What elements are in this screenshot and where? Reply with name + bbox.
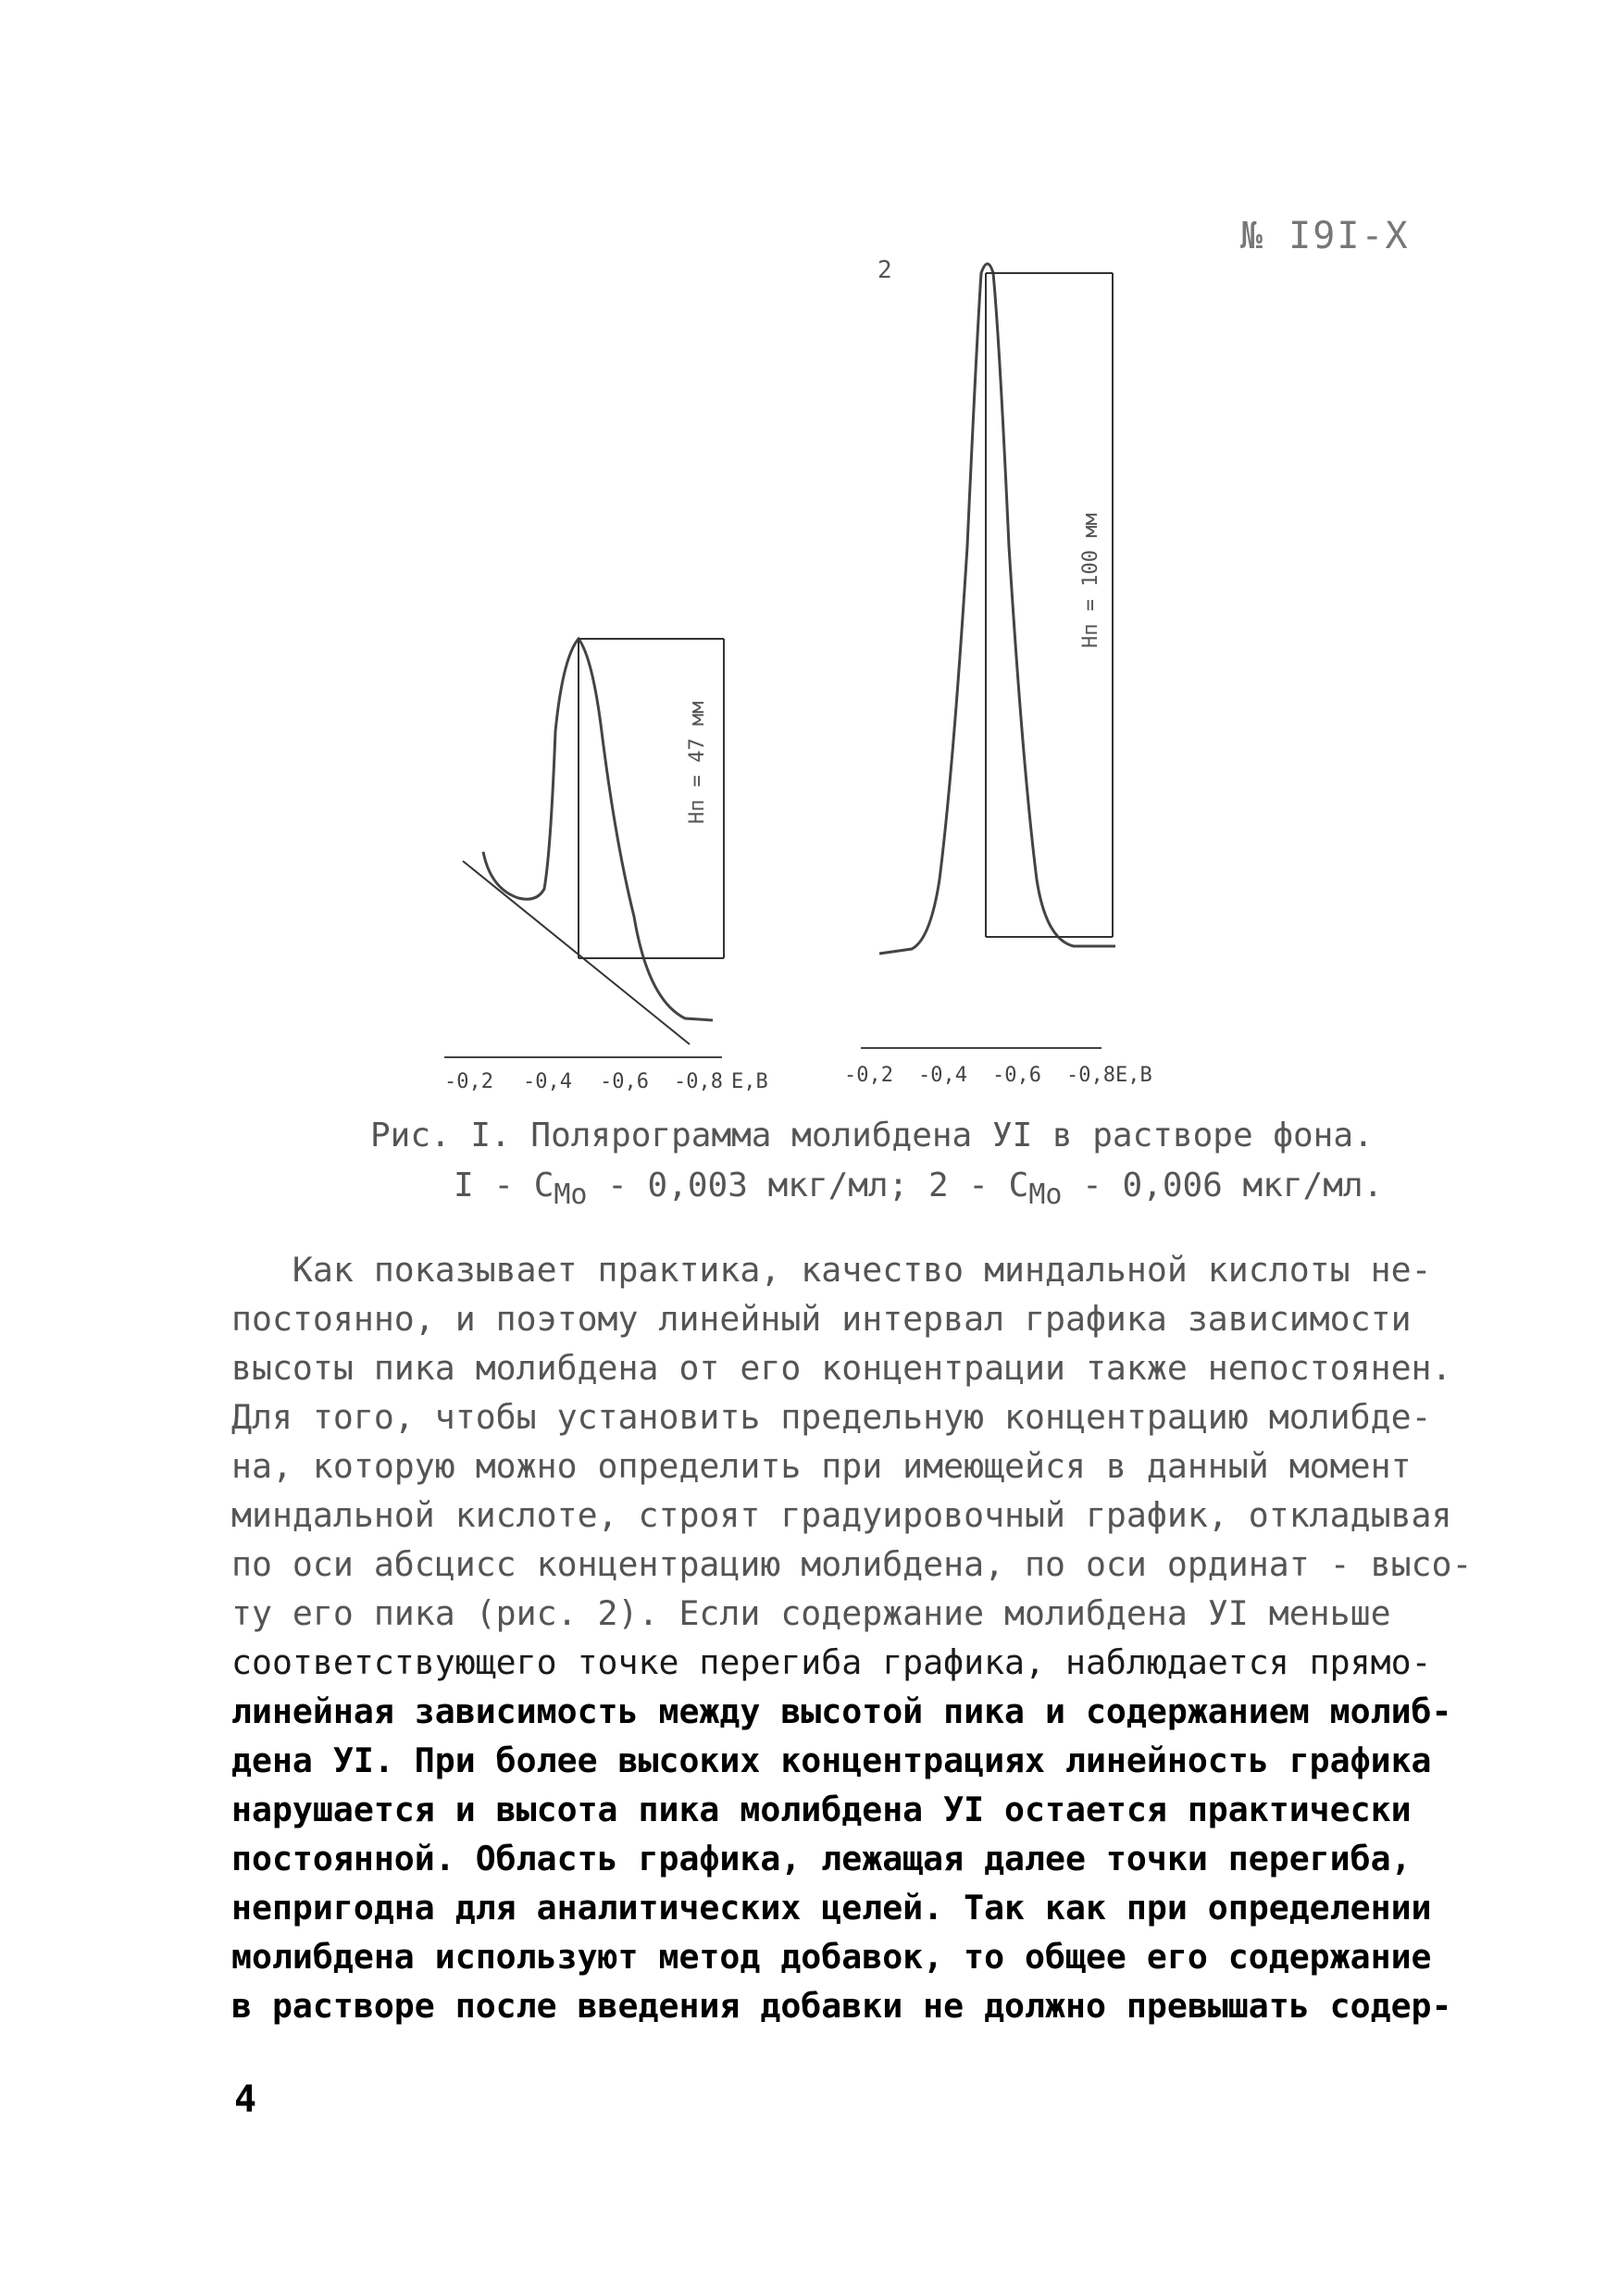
paragraph-line: постоянно, и поэтому линейный интервал графика зависимости <box>231 1299 1412 1339</box>
peak-1 <box>444 639 768 1093</box>
paragraph-line: на, которую можно определить при имеющейся в данный момент <box>231 1446 1412 1486</box>
peak-1-tick-label: -0,4 <box>523 1070 572 1093</box>
peak-1-curve <box>483 639 713 1020</box>
peak-2 <box>844 256 1152 1087</box>
paragraph-line: постоянной. Область графика, лежащая далее точки перегиба, <box>231 1839 1412 1878</box>
peak-2-tick-label: -0,4 <box>918 1064 967 1087</box>
paragraph-line: непригодна для аналитических целей. Так как при определении <box>231 1888 1432 1928</box>
polarogram-svg <box>426 250 1351 1102</box>
caption-line-2 <box>370 1161 1388 1220</box>
peak-1-baseline <box>463 861 690 1044</box>
paragraph-line: нарушается и высота пика молибдена УI остается практически <box>231 1790 1412 1829</box>
caption-subscript: Mo <box>1028 1179 1063 1212</box>
peak-2-number: 2 <box>877 256 892 284</box>
paragraph-line: Как показывает практика, качество миндальной кислоты не- <box>231 1250 1432 1290</box>
paragraph-line: Для того, чтобы установить предельную концентрацию молибде- <box>231 1397 1432 1437</box>
page-number: 4 <box>234 2078 257 2121</box>
paragraph-line: в растворе после введения добавки не должно превышать содер- <box>231 1986 1452 2026</box>
peak-1-tick-label: -0,6 <box>600 1070 649 1093</box>
paragraph-line: дена УI. При более высоких концентрациях линейность графика <box>231 1741 1432 1780</box>
peak-2-height-label: Hп = 100 мм <box>1079 513 1102 648</box>
peak-1-axis-unit: E,B <box>731 1070 768 1093</box>
peak-1-height-label: Hп = 47 мм <box>686 701 709 824</box>
figure-caption <box>370 1111 1388 1220</box>
caption-line-1: Рис. I. Полярограмма молибдена УI в растворе фона. <box>370 1117 1374 1154</box>
paragraph-line: ту его пика (рис. 2). Если содержание молибдена УI меньше <box>231 1593 1391 1633</box>
peak-2-tick-label: -0,8 <box>1066 1064 1115 1087</box>
caption-text: - 0,003 мкг/мл; 2 - C <box>587 1167 1029 1204</box>
peak-1-tick-label: -0,2 <box>444 1070 493 1093</box>
peak-1-tick-label: -0,8 <box>674 1070 723 1093</box>
peak-2-axis-unit: E,B <box>1115 1064 1152 1087</box>
peak-2-tick-label: -0,2 <box>844 1064 893 1087</box>
paragraph-line: по оси абсцисс концентрацию молибдена, по оси ординат - высо- <box>231 1544 1473 1584</box>
polarogram-figure <box>426 250 1351 1102</box>
paragraph-line: соответствующего точке перегиба графика, наблюдается прямо- <box>231 1642 1432 1682</box>
body-paragraph <box>231 1245 1473 2030</box>
caption-text: I - C <box>454 1167 554 1204</box>
caption-text: - 0,006 мкг/мл. <box>1062 1167 1384 1204</box>
peak-2-tick-label: -0,6 <box>992 1064 1041 1087</box>
paragraph-line: миндальной кислоте, строят градуировочный график, откладывая <box>231 1495 1452 1535</box>
paragraph-line: высоты пика молибдена от его концентрации также непостоянен. <box>231 1348 1452 1388</box>
paragraph-line: линейная зависимость между высотой пика и содержанием молиб- <box>231 1691 1452 1731</box>
paragraph-line: молибдена используют метод добавок, то общее его содержание <box>231 1937 1432 1977</box>
caption-subscript: Mo <box>554 1179 588 1212</box>
document-number: № I9I-X <box>1240 215 1410 257</box>
